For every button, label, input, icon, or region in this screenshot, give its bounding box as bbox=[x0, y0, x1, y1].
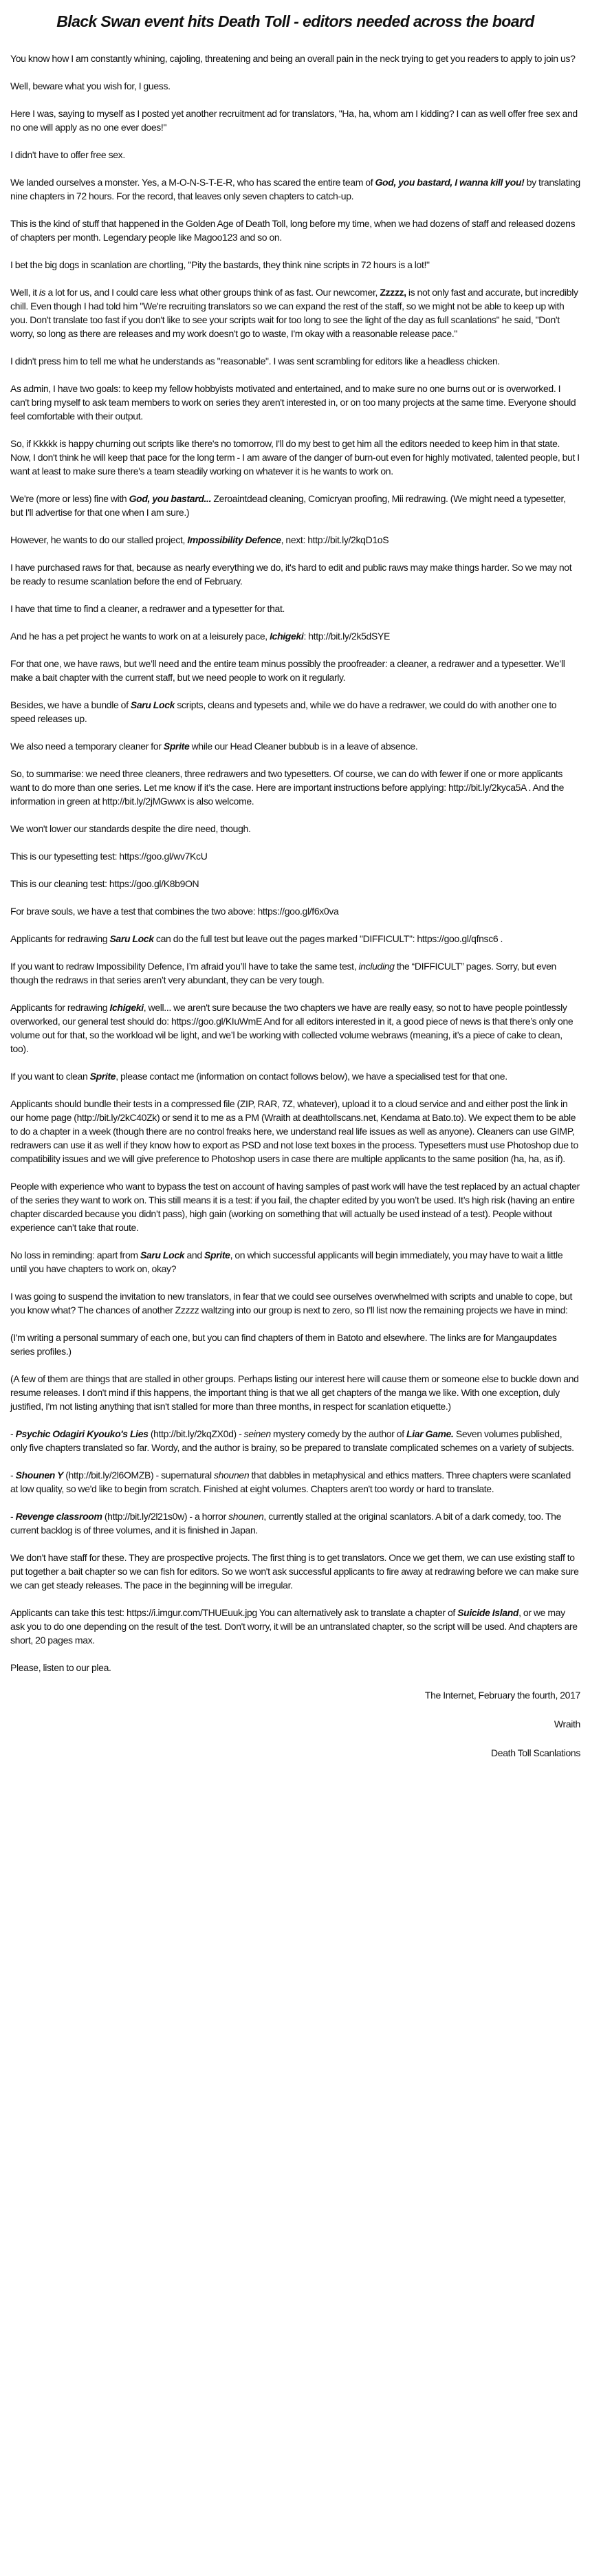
paragraph: Well, beware what you wish for, I guess. bbox=[10, 80, 171, 91]
text: - bbox=[10, 1470, 16, 1481]
paragraph bbox=[10, 1606, 580, 1647]
text: Applicants for redrawing bbox=[10, 933, 110, 944]
series-title: Ichigeki bbox=[270, 631, 304, 642]
text: Seven volumes published, only five chapters translated so far. Wordy, and the author is brainy, so be prepared to translate complicated schemes on a variety of subjects. bbox=[10, 1428, 574, 1453]
emphasis: including bbox=[358, 961, 395, 972]
text: , or we may ask you to do one depending on the result of the test. Don't worry, it will be an untranslated chapter, so the script will be used. And chapters are short, 20 pages max. bbox=[10, 1607, 578, 1646]
series-title: Sprite bbox=[204, 1249, 230, 1260]
text: a lot for us, and I could care less what other groups think of as fast. Our newcomer, bbox=[45, 287, 380, 298]
series-title: Psychic Odagiri Kyouko's Lies bbox=[15, 1428, 149, 1439]
signature-place-date: The Internet, February the fourth, 2017 bbox=[424, 1690, 580, 1701]
paragraph: Applicants should bundle their tests in a compressed file (ZIP, RAR, 7Z, whatever), upload it to a cloud service and and either post the link in our home page (http://bit.ly/2kC40Zk) or send it to me as a PM (Wraith at deathtollscans.net, Kendama at Bato.to). We expect them to be able to do a chapter in a week (though there are no control freaks here, we understand real life issues as well as anyone). Cleaners can use GIMP, redrawers can use it as well if they know how to export as PSD and not lose text boxes in the process. Typesetters must use Photoshop due to compatibility issues and we will give preference to Photoshop users in case there are multiple applicants to the same position (ha, ha, as if). bbox=[10, 1098, 578, 1164]
username: Zzzzz, bbox=[380, 287, 406, 298]
text: Zeroaintdead cleaning, Comicryan proofing, Mii redrawing. (We might need a typesetter, but I'll advertise for that one when I am sure.) bbox=[10, 493, 566, 518]
series-title: Sprite bbox=[89, 1071, 116, 1082]
project-item bbox=[10, 1509, 580, 1537]
text: If you want to redraw Impossibility Defence, I’m afraid you’ll have to take the same test, bbox=[10, 961, 359, 972]
project-item bbox=[10, 1468, 580, 1496]
text: Applicants can take this test: https://i.imgur.com/THUEuuk.jpg You can alternatively ask to translate a chapter of bbox=[10, 1607, 458, 1618]
paragraph: As admin, I have two goals: to keep my fellow hobbyists motivated and entertained, and to make sure no one burns out or is overworked. I can't bring myself to ask team members to work on series they aren't interested in, or on too many projects at the same time. Everyone should feel comfortable with their output. bbox=[10, 383, 576, 422]
text: that dabbles in metaphysical and ethics matters. Three chapters were scanlated at low quality, so we'd like to begin from scratch. Finished at eight volumes. Chapters aren't too wordy or hard to translate. bbox=[10, 1470, 571, 1494]
paragraph: I have that time to find a cleaner, a redrawer and a typesetter for that. bbox=[10, 603, 285, 614]
paragraph bbox=[10, 492, 580, 519]
text: : http://bit.ly/2k5dSYE bbox=[303, 631, 390, 642]
genre: shounen bbox=[213, 1470, 250, 1481]
paragraph: This is our typesetting test: https://goo.gl/wv7KcU bbox=[10, 851, 208, 862]
paragraph bbox=[10, 698, 580, 725]
paragraph: For that one, we have raws, but we’ll need and the entire team minus possibly the proofreader: a cleaner, a redrawer and a typesetter. We’ll make a bait chapter with the current staff, but we need people to work on it regularly. bbox=[10, 658, 565, 683]
text: mystery comedy by the author of bbox=[270, 1428, 407, 1439]
signature-author: Wraith bbox=[554, 1718, 580, 1729]
genre: seinen bbox=[243, 1428, 271, 1439]
series-title: Ichigeki bbox=[109, 1002, 144, 1013]
paragraph: (A few of them are things that are stalled in other groups. Perhaps listing our interest here will cause them or someone else to buckle down and resume releases. I don't mind if this happens, the important thing is that we all get chapters of the manga we like. With one exception, duly justified, I'm not listing anything that isn't stalled for more than three months, in respect for scanlation etiquette.) bbox=[10, 1373, 579, 1412]
text: and bbox=[184, 1249, 204, 1260]
text: (http://bit.ly/2kqZX0d) - bbox=[148, 1428, 244, 1439]
paragraph: (I'm writing a personal summary of each one, but you can find chapters of them in Batoto and elsewhere. The links are for Mangaupdates series profiles.) bbox=[10, 1332, 557, 1357]
series-title: Liar Game. bbox=[406, 1428, 454, 1439]
series-title: God, you bastard... bbox=[129, 493, 212, 504]
text: (http://bit.ly/2l6OMZB) - supernatural bbox=[63, 1470, 214, 1481]
text: can do the full test but leave out the pages marked "DIFFICULT": https://goo.gl/qfnsc6 . bbox=[153, 933, 503, 944]
paragraph: So, if Kkkkk is happy churning out scripts like there's no tomorrow, I'll do my best to get him all the editors needed to keep him in that state. Now, I don't think he will keep that pace for the long term - I am aware of the danger of burn-out even for highly motivated, talented people, but I want at least to make sure there's a team steadily working on whatever it is he wants to work on. bbox=[10, 438, 580, 477]
text: - bbox=[10, 1428, 16, 1439]
paragraph: Here I was, saying to myself as I posted yet another recruitment ad for translators, "Ha, ha, whom am I kidding? I can as well offer free sex and no one will apply as no one ever does!" bbox=[10, 108, 578, 133]
text: by translating nine chapters in 72 hours. For the record, that leaves only seven chapters to catch-up. bbox=[10, 177, 580, 201]
text: We're (more or less) fine with bbox=[10, 493, 129, 504]
paragraph bbox=[10, 175, 580, 203]
paragraph: People with experience who want to bypass the test on account of having samples of past work will have the test replaced by an actual chapter of the series they want to work on. This still means it is a test: if you fail, the chapter edited by you won’t be used. It’s high risk (having an entire chapter discarded because you didn’t pass), high gain (working on something that will actually be used instead of a test). People without experience can’t take that route. bbox=[10, 1181, 580, 1233]
page-title: Black Swan event hits Death Toll - editors needed across the board bbox=[56, 12, 534, 30]
paragraph: We don't have staff for these. They are prospective projects. The first thing is to get translators. Once we get them, we can use existing staff to put together a bait chapter so we can fish for editors. So we won't ask successful applicants to fire away at redrawing before we can make sure we can get steady releases. The pace in the beginning will be irregular. bbox=[10, 1552, 579, 1591]
text: However, he wants to do our stalled project, bbox=[10, 534, 188, 545]
text: And he has a pet project he wants to work on at a leisurely pace, bbox=[10, 631, 270, 642]
text: Well, it bbox=[10, 287, 39, 298]
text: (http://bit.ly/2l21s0w) - a horror bbox=[102, 1511, 229, 1522]
text: , well... we aren't sure because the two chapters we have are really easy, so not to have people pointlessly overworked, our general test should do: https://goo.gl/KIuWmE And for all editors interested in it, a good piece of news is that there’s only one volume out for that, so the workload wil be light, and we’l be working with collected volume webraws (meaning, it’s a piece of cake to clean, too). bbox=[10, 1002, 573, 1054]
paragraph: This is the kind of stuff that happened in the Golden Age of Death Toll, long before my time, when we had dozens of staff and released dozens of chapters per month. Legendary people like Magoo123 and so on. bbox=[10, 218, 576, 243]
text: , please contact me (information on contact follows below), we have a specialised test for that one. bbox=[116, 1071, 507, 1082]
paragraph: Please, listen to our plea. bbox=[10, 1662, 111, 1673]
paragraph bbox=[10, 959, 580, 987]
paragraph: I was going to suspend the invitation to new translators, in fear that we could see ourselves overwhelmed with scripts and unable to cope, but you know what? The chances of another Zzzzz waltzing into our group is next to zero, so I'll list now the remaining projects we have in mind: bbox=[10, 1291, 573, 1316]
paragraph: So, to summarise: we need three cleaners, three redrawers and two typesetters. Of course, we can do with fewer if one or more applicants want to do more than one series. Let me know if it’s the case. Here are important instructions before applying: http://bit.ly/2kyca5A . And the information in green at http://bit.ly/2jMGwwx is also welcome. bbox=[10, 768, 565, 807]
paragraph: I didn't have to offer free sex. bbox=[10, 149, 125, 160]
text: scripts, cleans and typesets and, while we do have a redrawer, we could do with another one to speed releases up. bbox=[10, 699, 557, 724]
series-title: Impossibility Defence bbox=[187, 534, 281, 545]
paragraph bbox=[10, 629, 580, 643]
paragraph bbox=[10, 533, 580, 547]
text: , currently stalled at the original scanlators. A bit of a dark comedy, too. The current backlog is of three volumes, and it is finished in Japan. bbox=[10, 1511, 562, 1536]
series-title: Saru Lock bbox=[130, 699, 175, 710]
series-title: God, you bastard, I wanna kill you! bbox=[375, 177, 525, 188]
text: , on which successful applicants will begin immediately, you may have to wait a little until you have chapters to work on, okay? bbox=[10, 1249, 563, 1274]
text: - bbox=[10, 1511, 16, 1522]
paragraph bbox=[10, 285, 580, 340]
paragraph: We won't lower our standards despite the dire need, though. bbox=[10, 823, 251, 834]
genre: shounen bbox=[228, 1511, 264, 1522]
text: Applicants for redrawing bbox=[10, 1002, 110, 1013]
text: Besides, we have a bundle of bbox=[10, 699, 131, 710]
text: the “DIFFICULT” pages. Sorry, but even though the redraws in that series aren’t very abundant, they can be very tough. bbox=[10, 961, 556, 985]
text: If you want to clean bbox=[10, 1071, 90, 1082]
series-title: Saru Lock bbox=[140, 1249, 185, 1260]
text: while our Head Cleaner bubbub is in a leave of absence. bbox=[189, 741, 418, 752]
text: We also need a temporary cleaner for bbox=[10, 741, 164, 752]
paragraph: I didn't press him to tell me what he understands as "reasonable". I was sent scrambling for editors like a headless chicken. bbox=[10, 356, 500, 367]
series-title: Shounen Y bbox=[15, 1470, 63, 1481]
text: , next: http://bit.ly/2kqD1oS bbox=[281, 534, 389, 545]
signature-group: Death Toll Scanlations bbox=[491, 1747, 580, 1758]
paragraph bbox=[10, 1069, 580, 1083]
paragraph: This is our cleaning test: https://goo.gl/K8b9ON bbox=[10, 878, 199, 889]
paragraph: I bet the big dogs in scanlation are chortling, "Pity the bastards, they think nine scripts in 72 hours is a lot!" bbox=[10, 259, 430, 270]
text: is not only fast and accurate, but incredibly chill. Even though I had told him "We're recruiting translators so we can expand the rest of the staff, so we might not be able to keep up with you. Don't translate too fast if you don't like to see your scripts wait for too long to see the light of the day as full scanlations" he said, "Don't worry, so long as there are releases and my work doesn't go to waste, I'm okay with a reasonable release pace." bbox=[10, 287, 578, 339]
article-body bbox=[10, 36, 580, 1760]
series-title: Saru Lock bbox=[109, 933, 154, 944]
emphasis: is bbox=[39, 287, 46, 298]
series-title: Revenge classroom bbox=[15, 1511, 102, 1522]
series-title: Suicide Island bbox=[457, 1607, 519, 1618]
paragraph: For brave souls, we have a test that combines the two above: https://goo.gl/f6x0va bbox=[10, 906, 339, 917]
paragraph bbox=[10, 1001, 580, 1056]
series-title: Sprite bbox=[163, 741, 190, 752]
text: We landed ourselves a monster. Yes, a M-O-N-S-T-E-R, who has scared the entire team of bbox=[10, 177, 375, 188]
paragraph bbox=[10, 1248, 580, 1276]
paragraph: You know how I am constantly whining, cajoling, threatening and being an overall pain in the neck trying to get you readers to apply to join us? bbox=[10, 53, 576, 64]
project-item bbox=[10, 1427, 580, 1454]
paragraph bbox=[10, 739, 580, 753]
paragraph bbox=[10, 932, 580, 946]
text: No loss in reminding: apart from bbox=[10, 1249, 140, 1260]
paragraph: I have purchased raws for that, because as nearly everything we do, it's hard to edit and public raws may make things harder. So we may not be ready to resume scanlation before the end of February. bbox=[10, 562, 572, 587]
